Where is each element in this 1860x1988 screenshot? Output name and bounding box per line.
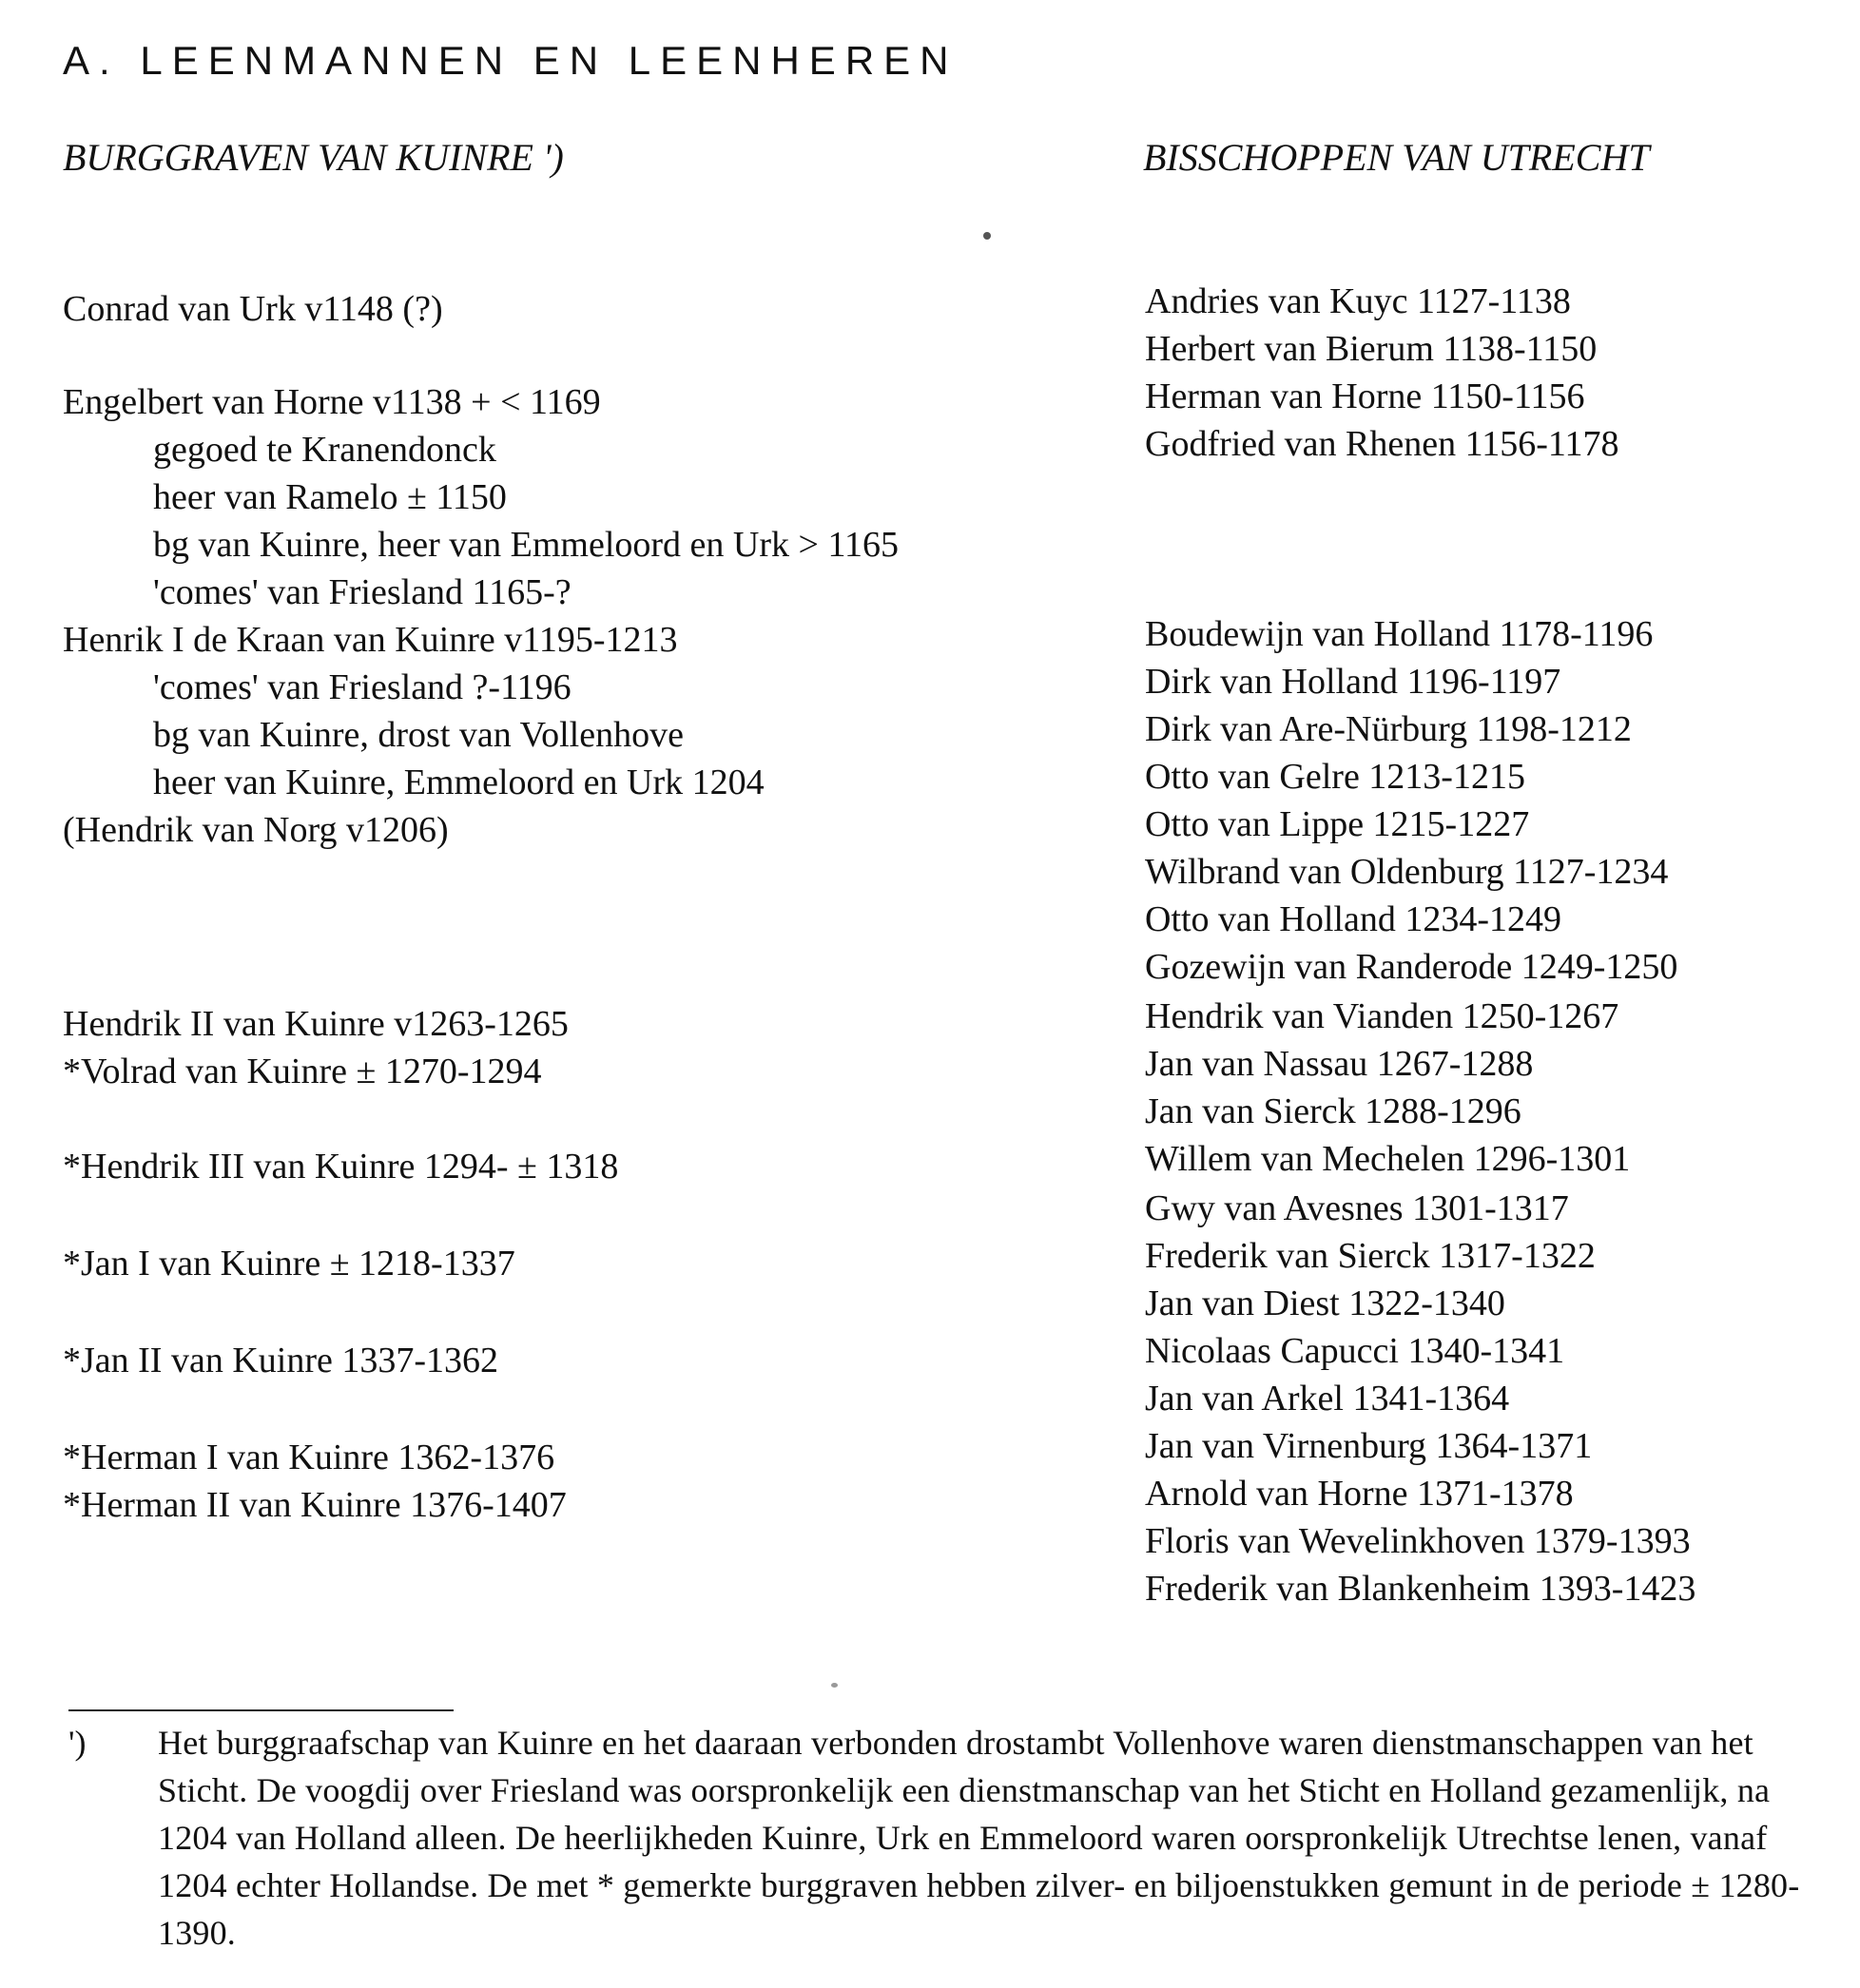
left-entry: Conrad van Urk v1148 (?) bbox=[63, 289, 443, 329]
footnote-mark: ') bbox=[68, 1724, 87, 1762]
right-entry: Frederik van Blankenheim 1393-1423 bbox=[1145, 1569, 1696, 1609]
left-sub-entry: heer van Ramelo ± 1150 bbox=[153, 477, 507, 517]
left-entry: (Hendrik van Norg v1206) bbox=[63, 810, 449, 850]
left-entry: *Jan II van Kuinre 1337-1362 bbox=[63, 1341, 499, 1380]
right-entry: Jan van Nassau 1267-1288 bbox=[1145, 1044, 1534, 1084]
right-entry: Jan van Diest 1322-1340 bbox=[1145, 1284, 1505, 1323]
right-column-heading: BISSCHOPPEN VAN UTRECHT bbox=[1143, 136, 1650, 179]
right-entry: Dirk van Holland 1196-1197 bbox=[1145, 662, 1561, 702]
left-entry: Hendrik II van Kuinre v1263-1265 bbox=[63, 1004, 569, 1044]
left-column-heading: BURGGRAVEN VAN KUINRE ') bbox=[63, 136, 564, 179]
right-entry: Otto van Lippe 1215-1227 bbox=[1145, 804, 1530, 844]
right-entry: Nicolaas Capucci 1340-1341 bbox=[1145, 1331, 1565, 1371]
right-entry: Dirk van Are-Nürburg 1198-1212 bbox=[1145, 709, 1632, 749]
right-entry: Otto van Holland 1234-1249 bbox=[1145, 899, 1562, 939]
left-sub-entry: heer van Kuinre, Emmeloord en Urk 1204 bbox=[153, 762, 765, 802]
left-sub-entry: bg van Kuinre, drost van Vollenhove bbox=[153, 715, 684, 755]
right-entry: Boudewijn van Holland 1178-1196 bbox=[1145, 614, 1654, 654]
right-entry: Gwy van Avesnes 1301-1317 bbox=[1145, 1188, 1569, 1228]
footnote-text: Het burggraafschap van Kuinre en het daaraan verbonden drostambt Vollenhove waren dienstmanschappen van het Sticht. De voogdij over Friesland was oorspronkelijk een dienstmanschap van het Sticht en Holland gezamenlijk, na 1204 van Holland alleen. De heerlijkheden Kuinre, Urk en Emmeloord waren oorspronkelijk Utrechtse lenen, vanaf 1204 echter Hollandse. De met * gemerkte burggraven hebben zilver- en biljoenstukken gemunt in de periode ± 1280-1390. bbox=[158, 1724, 1800, 1952]
right-entry: Frederik van Sierck 1317-1322 bbox=[1145, 1236, 1596, 1276]
left-sub-entry: 'comes' van Friesland ?-1196 bbox=[153, 667, 572, 707]
left-entry: Henrik I de Kraan van Kuinre v1195-1213 bbox=[63, 620, 678, 660]
right-entry: Willem van Mechelen 1296-1301 bbox=[1145, 1139, 1631, 1179]
footnote-divider bbox=[68, 1709, 454, 1711]
right-entry: Jan van Sierck 1288-1296 bbox=[1145, 1091, 1521, 1131]
left-sub-entry: gegoed te Kranendonck bbox=[153, 430, 496, 470]
right-entry: Hendrik van Vianden 1250-1267 bbox=[1145, 996, 1619, 1036]
right-entry: Wilbrand van Oldenburg 1127-1234 bbox=[1145, 852, 1669, 892]
right-entry: Andries van Kuyc 1127-1138 bbox=[1145, 281, 1571, 321]
left-entry: *Volrad van Kuinre ± 1270-1294 bbox=[63, 1052, 542, 1091]
right-entry: Floris van Wevelinkhoven 1379-1393 bbox=[1145, 1521, 1691, 1561]
right-entry: Jan van Virnenburg 1364-1371 bbox=[1145, 1426, 1593, 1466]
left-sub-entry: bg van Kuinre, heer van Emmeloord en Urk > 1165 bbox=[153, 525, 900, 565]
right-entry: Herman van Horne 1150-1156 bbox=[1145, 376, 1585, 416]
left-entry: *Herman I van Kuinre 1362-1376 bbox=[63, 1438, 555, 1477]
scan-speck bbox=[831, 1683, 838, 1688]
left-entry: *Herman II van Kuinre 1376-1407 bbox=[63, 1485, 567, 1525]
scan-speck bbox=[983, 232, 991, 240]
right-entry: Godfried van Rhenen 1156-1178 bbox=[1145, 424, 1619, 464]
right-entry: Herbert van Bierum 1138-1150 bbox=[1145, 329, 1598, 369]
left-entry: *Jan I van Kuinre ± 1218-1337 bbox=[63, 1244, 515, 1284]
section-title: A. LEENMANNEN EN LEENHEREN bbox=[63, 38, 959, 83]
right-entry: Gozewijn van Randerode 1249-1250 bbox=[1145, 947, 1678, 987]
right-entry: Otto van Gelre 1213-1215 bbox=[1145, 757, 1525, 797]
left-entry: *Hendrik III van Kuinre 1294- ± 1318 bbox=[63, 1147, 619, 1187]
left-sub-entry: 'comes' van Friesland 1165-? bbox=[153, 572, 572, 612]
left-entry: Engelbert van Horne v1138 + < 1169 bbox=[63, 382, 601, 422]
right-entry: Arnold van Horne 1371-1378 bbox=[1145, 1474, 1574, 1514]
right-entry: Jan van Arkel 1341-1364 bbox=[1145, 1379, 1510, 1419]
